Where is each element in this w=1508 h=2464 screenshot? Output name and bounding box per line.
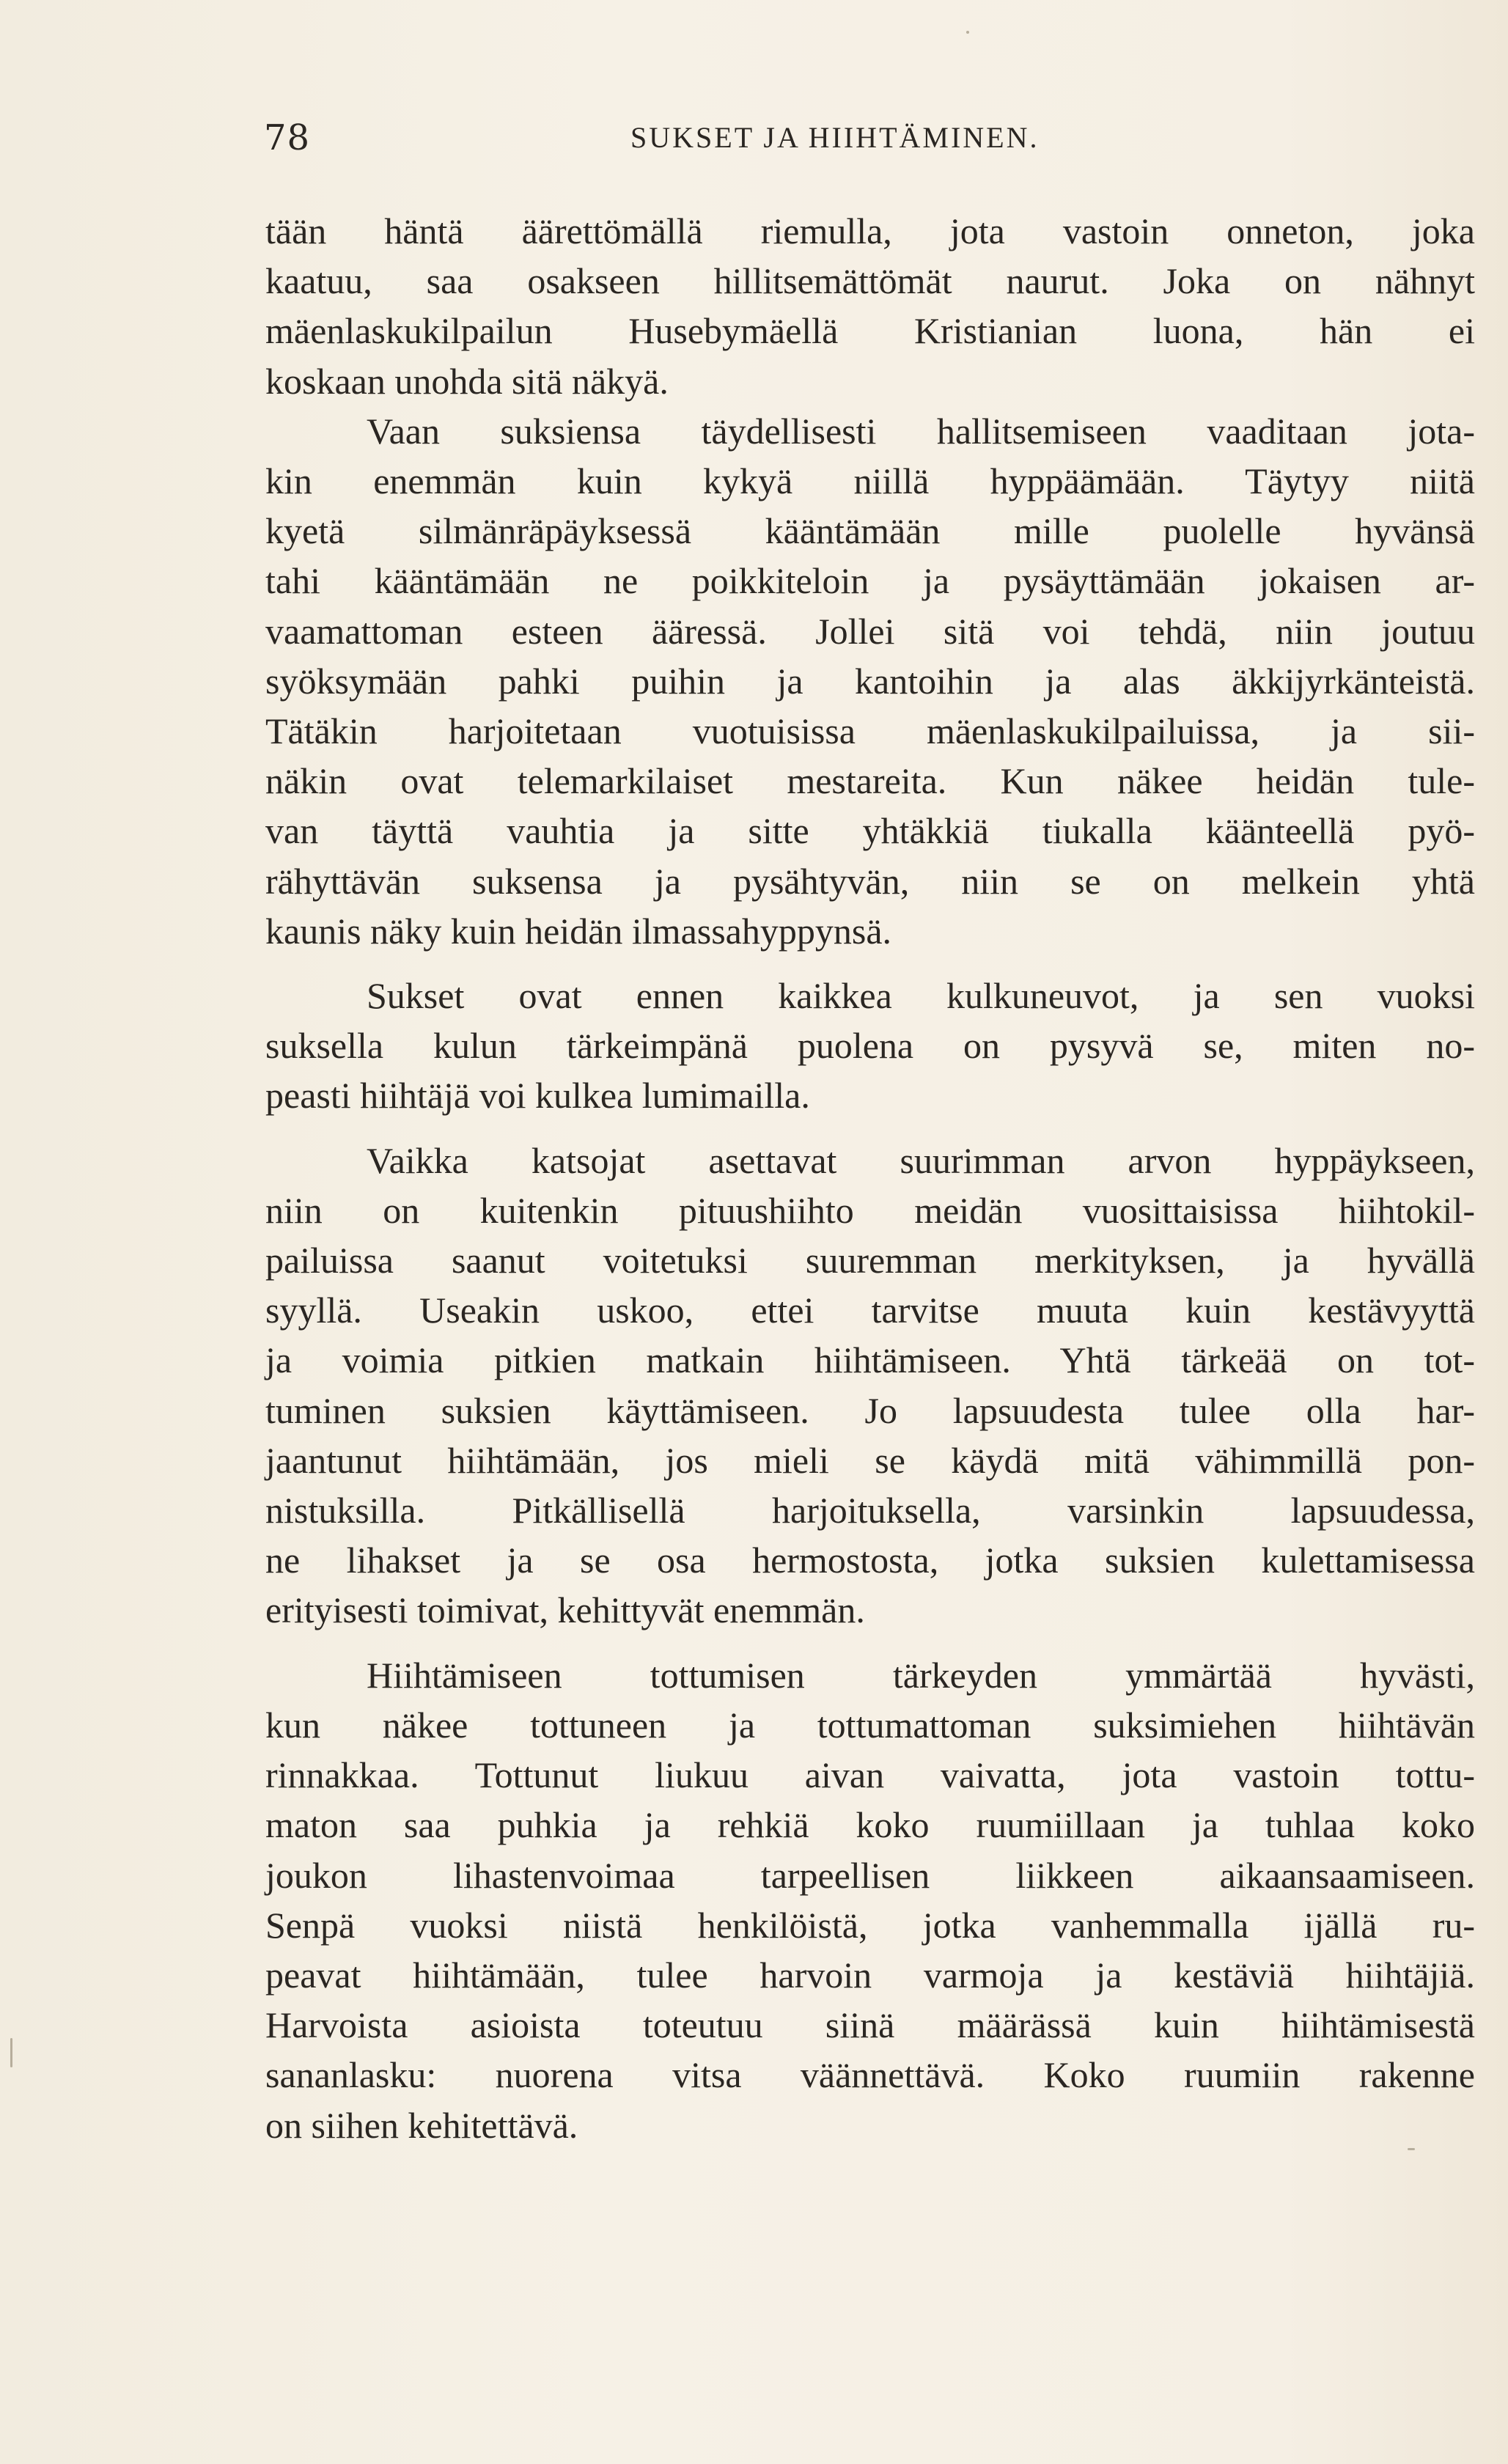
text-line: niin on kuitenkin pituushiihto meidän vuosittaisissa hiihtokil-: [265, 1189, 1475, 1231]
text-line: joukon lihastenvoimaa tarpeellisen liikkeen aikaansaamiseen.: [265, 1854, 1475, 1896]
text-line: Tätäkin harjoitetaan vuotuisissa mäenlaskukilpailuissa, ja sii-: [265, 710, 1475, 752]
text-line: kin enemmän kuin kykyä niillä hyppäämään. Täytyy niitä: [265, 460, 1475, 502]
text-line: van täyttä vauhtia ja sitte yhtäkkiä tiukalla käänteellä pyö-: [265, 810, 1475, 852]
text-line: syyllä. Useakin uskoo, ettei tarvitse muuta kuin kestävyyttä: [265, 1290, 1475, 1331]
text-line: peasti hiihtäjä voi kulkea lumimailla.: [265, 1075, 810, 1117]
text-line: suksella kulun tärkeimpänä puolena on pysyvä se, miten no-: [265, 1025, 1475, 1067]
text-line: sananlasku: nuorena vitsa väännettävä. Koko ruumiin rakenne: [265, 2054, 1475, 2096]
text-line: vaamattoman esteen ääressä. Jollei sitä voi tehdä, niin joutuu: [265, 610, 1475, 652]
running-head: SUKSET JA HIIHTÄMINEN.: [630, 121, 1040, 154]
body-text: [265, 206, 1475, 2150]
text-line: ne lihakset ja se osa hermostosta, jotka suksien kulettamisessa: [265, 1540, 1475, 1581]
text-line: erityisesti toimivat, kehittyvät enemmän.: [265, 1589, 865, 1631]
text-line: mäenlaskukilpailun Husebymäellä Kristianian luona, hän ei: [265, 310, 1475, 352]
text-line: kaatuu, saa osakseen hillitsemättömät naurut. Joka on nähnyt: [265, 260, 1475, 302]
text-line: peavat hiihtämään, tulee harvoin varmoja ja kestäviä hiihtäjiä.: [265, 1954, 1475, 1996]
text-line: jaantunut hiihtämään, jos mieli se käydä mitä vähimmillä pon-: [265, 1439, 1475, 1481]
paragraph: [265, 406, 1475, 956]
paragraph: [265, 971, 1475, 1121]
text-line: koskaan unohda sitä näkyä.: [265, 360, 669, 402]
text-line: Vaikka katsojat asettavat suurimman arvon hyppäykseen,: [367, 1139, 1475, 1181]
paper-speck: [10, 2038, 12, 2067]
text-line: kaunis näky kuin heidän ilmassahyppynsä.: [265, 910, 892, 952]
text-line: rähyttävän suksensa ja pysähtyvän, niin se on melkein yhtä: [265, 860, 1475, 902]
page-header: [264, 117, 1481, 161]
text-line: tään häntä äärettömällä riemulla, jota vastoin onneton, joka: [265, 210, 1475, 251]
text-line: kun näkee tottuneen ja tottumattoman suksimiehen hiihtävän: [265, 1704, 1475, 1746]
text-line: tuminen suksien käyttämiseen. Jo lapsuudesta tulee olla har-: [265, 1389, 1475, 1431]
text-line: rinnakkaa. Tottunut liukuu aivan vaivatta, jota vastoin tottu-: [265, 1754, 1475, 1796]
page-number: 78: [264, 117, 311, 158]
text-line: Senpä vuoksi niistä henkilöistä, jotka vanhemmalla ijällä ru-: [265, 1904, 1475, 1946]
paragraph: [265, 206, 1475, 406]
paragraph: [265, 1136, 1475, 1636]
paper-speck: [966, 31, 969, 34]
text-line: pailuissa saanut voitetuksi suuremman merkityksen, ja hyvällä: [265, 1240, 1475, 1281]
text-line: maton saa puhkia ja rehkiä koko ruumiillaan ja tuhlaa koko: [265, 1804, 1475, 1846]
text-line: syöksymään pahki puihin ja kantoihin ja alas äkkijyrkänteistä.: [265, 660, 1475, 702]
text-line: Harvoista asioista toteutuu siinä määrässä kuin hiihtämisestä: [265, 2004, 1475, 2046]
text-line: ja voimia pitkien matkain hiihtämiseen. Yhtä tärkeää on tot-: [265, 1339, 1475, 1381]
text-line: kyetä silmänräpäyksessä kääntämään mille puolelle hyvänsä: [265, 510, 1475, 552]
paper-speck: [1408, 2148, 1415, 2150]
text-line: näkin ovat telemarkilaiset mestareita. Kun näkee heidän tule-: [265, 760, 1475, 802]
text-line: Hiihtämiseen tottumisen tärkeyden ymmärtää hyvästi,: [367, 1654, 1475, 1696]
paragraph: [265, 1650, 1475, 2150]
text-line: Sukset ovat ennen kaikkea kulkuneuvot, ja sen vuoksi: [367, 975, 1475, 1017]
text-line: on siihen kehitettävä.: [265, 2104, 578, 2146]
text-line: Vaan suksiensa täydellisesti hallitsemiseen vaaditaan jota-: [367, 410, 1475, 452]
text-line: nistuksilla. Pitkällisellä harjoituksella, varsinkin lapsuudessa,: [265, 1490, 1475, 1531]
text-line: tahi kääntämään ne poikkiteloin ja pysäyttämään jokaisen ar-: [265, 560, 1475, 602]
